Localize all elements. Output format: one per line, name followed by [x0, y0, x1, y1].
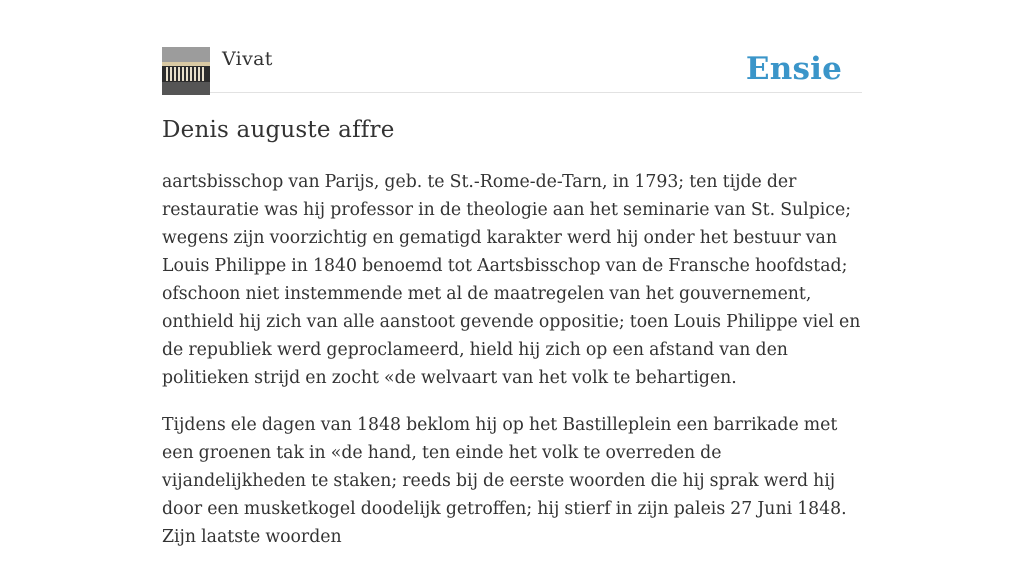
author-name[interactable]: Vivat [222, 48, 273, 70]
bookshelf-avatar-icon [162, 47, 210, 95]
article-page [162, 0, 862, 547]
ensie-logo[interactable]: Ensie [745, 51, 842, 87]
article-header [162, 46, 862, 93]
article-paragraph: aartsbisschop van Parijs, geb. te St.-Rome-de-Tarn, in 1793; ten tijde der restauratie was hij professor in de theologie aan het seminarie van St. Sulpice; wegens zijn voorzichtig en gematigd karakter werd hij onder het bestuur van Louis Philippe in 1840 benoemd tot Aartsbisschop van de Fransche hoofdstad; ofschoon niet instemmende met al de maatregelen van het gouvernement, onthield hij zich van alle aanstoot gevende oppositie; toen Louis Philippe viel en de republiek werd geproclameerd, hield hij zich op een afstand van den politieken strijd en zocht «de welvaart van het volk te behartigen. [162, 172, 861, 388]
page-title: Denis auguste affre [162, 117, 395, 143]
article-paragraph: Tijdens ele dagen van 1848 beklom hij op het Bastilleplein een barrikade met een groenen tak in «de hand, ten einde het volk te overreden de vijandelijkheden te staken; reeds bij de eerste woorden die hij sprak werd hij door een musketkogel doodelijk getroffen; hij stierf in zijn paleis 27 Juni 1848. Zijn laatste woorden [162, 415, 847, 547]
article-body [162, 168, 864, 570]
author-avatar[interactable] [162, 47, 210, 95]
